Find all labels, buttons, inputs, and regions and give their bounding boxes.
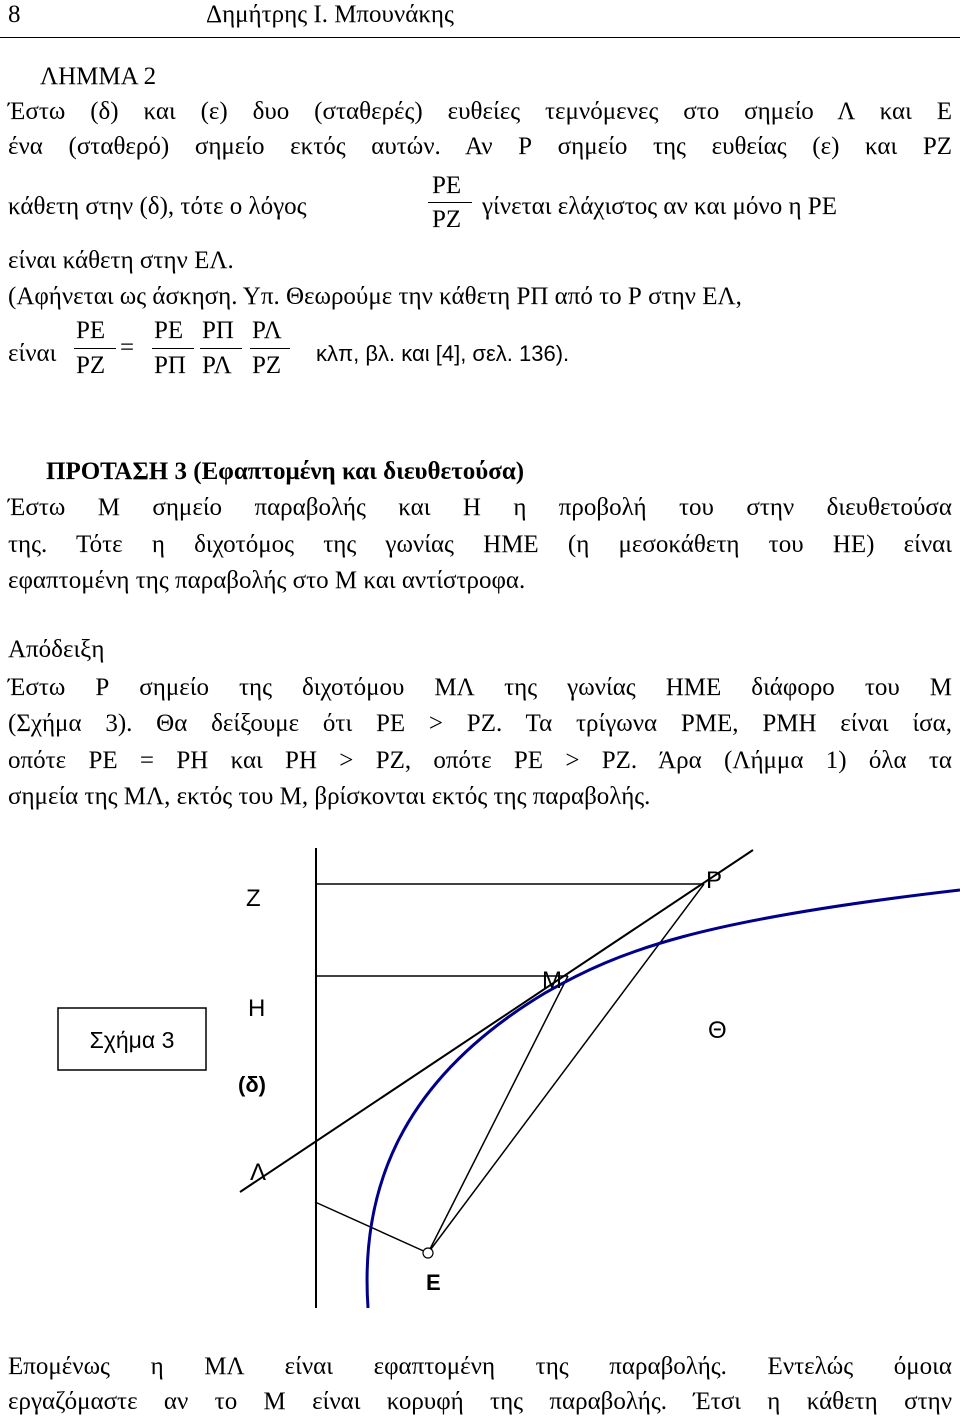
eq-r2-numerator: ΡΠ (202, 317, 234, 344)
ratio-denominator: ΡΖ (432, 206, 462, 233)
proposition-line-3: εφαπτομένη της παραβολής στο Μ και αντίστροφα. (8, 567, 526, 594)
lemma-line-1: Έστω (δ) και (ε) δυο (σταθερές) ευθείες τεμνόμενες στο σημείο Λ και Ε (8, 98, 952, 125)
eq-left-bar (74, 348, 116, 349)
proof-title: Απόδειξη (8, 636, 105, 663)
footer-line-1: Επομένως η ΜΛ είναι εφαπτομένη της παραβολής. Εντελώς όμοια (8, 1353, 952, 1380)
equation-suffix: κλπ, βλ. και [4], σελ. 136). (316, 341, 570, 366)
eq-r2-denominator: ΡΛ (202, 352, 232, 379)
parabola-curve (367, 890, 960, 1308)
eq-left-numerator: ΡΕ (76, 317, 106, 344)
eq-r1-bar (152, 348, 194, 349)
page-number: 8 (8, 1, 21, 28)
segment-EM (428, 976, 568, 1253)
label-H: Η (248, 995, 266, 1022)
proposition-title: ΠΡΟΤΑΣΗ 3 (Εφαπτομένη και διευθετούσα) (46, 458, 525, 485)
eq-r3-numerator: ΡΛ (252, 317, 282, 344)
eq-r3-denominator: ΡΖ (252, 352, 282, 379)
focus-point-E (423, 1248, 433, 1258)
label-L: Λ (250, 1159, 267, 1186)
proposition-line-2: της. Τότε η διχοτόμος της γωνίας ΗΜΕ (η μεσοκάθετη του ΗΕ) είναι (8, 531, 952, 558)
ratio-bar (428, 202, 472, 203)
lemma-line-4: είναι κάθετη στην ΕΛ. (8, 247, 234, 274)
figure-3 (0, 830, 960, 1330)
eq-left-denominator: ΡΖ (76, 352, 106, 379)
label-delta: (δ) (238, 1072, 266, 1097)
lemma-line-3-before: κάθετη στην (δ), τότε ο λόγος (8, 193, 307, 220)
proof-line-1: Έστω Ρ σημείο της διχοτόμου ΜΛ της γωνίας ΗΜΕ διάφορο του Μ (8, 674, 952, 701)
label-Z: Ζ (246, 885, 261, 912)
proof-line-2: (Σχήμα 3). Θα δείξουμε ότι ΡΕ > ΡΖ. Τα τρίγωνα ΡΜΕ, ΡΜΗ είναι ίσα, (8, 710, 952, 737)
header-rule (0, 37, 960, 38)
equation-prefix: είναι (8, 340, 57, 367)
label-Theta: Θ (708, 1017, 727, 1044)
eq-sign: = (120, 334, 135, 361)
lemma-line-2: ένα (σταθερό) σημείο εκτός αυτών. Αν Ρ σημείο της ευθείας (ε) και ΡΖ (8, 133, 952, 160)
eq-r2-bar (200, 348, 242, 349)
label-M: Μ (542, 967, 562, 994)
eq-r1-denominator: ΡΠ (154, 352, 186, 379)
footer-line-2: εργαζόμαστε αν το Μ είναι κορυφή της παραβολής. Έτσι η κάθετη στην (8, 1388, 952, 1415)
proof-line-3: οπότε ΡΕ = ΡΗ και ΡΗ > ΡΖ, οπότε ΡΕ > ΡΖ. Άρα (Λήμμα 1) όλα τα (8, 747, 952, 774)
running-header-author: Δημήτρης Ι. Μπουνάκης (206, 1, 454, 28)
segment-EP (428, 884, 704, 1253)
lemma-line-5: (Αφήνεται ως άσκηση. Υπ. Θεωρούμε την κάθετη ΡΠ από το Ρ στην ΕΛ, (8, 283, 742, 310)
eq-r3-bar (250, 348, 290, 349)
proof-line-4: σημεία της ΜΛ, εκτός του Μ, βρίσκονται εκτός της παραβολής. (8, 783, 651, 810)
lemma-line-3-after: γίνεται ελάχιστος αν και μόνο η ΡΕ (482, 193, 837, 220)
proposition-line-1: Έστω Μ σημείο παραβολής και Η η προβολή του στην διευθετούσα (8, 494, 952, 521)
label-P: Ρ (706, 867, 723, 894)
ratio-numerator: ΡΕ (432, 172, 462, 199)
figure-caption: Σχήμα 3 (89, 1027, 175, 1053)
eq-r1-numerator: ΡΕ (154, 317, 184, 344)
label-E: Ε (426, 1270, 441, 1295)
lemma-title: ΛΗΜΜΑ 2 (40, 63, 157, 90)
